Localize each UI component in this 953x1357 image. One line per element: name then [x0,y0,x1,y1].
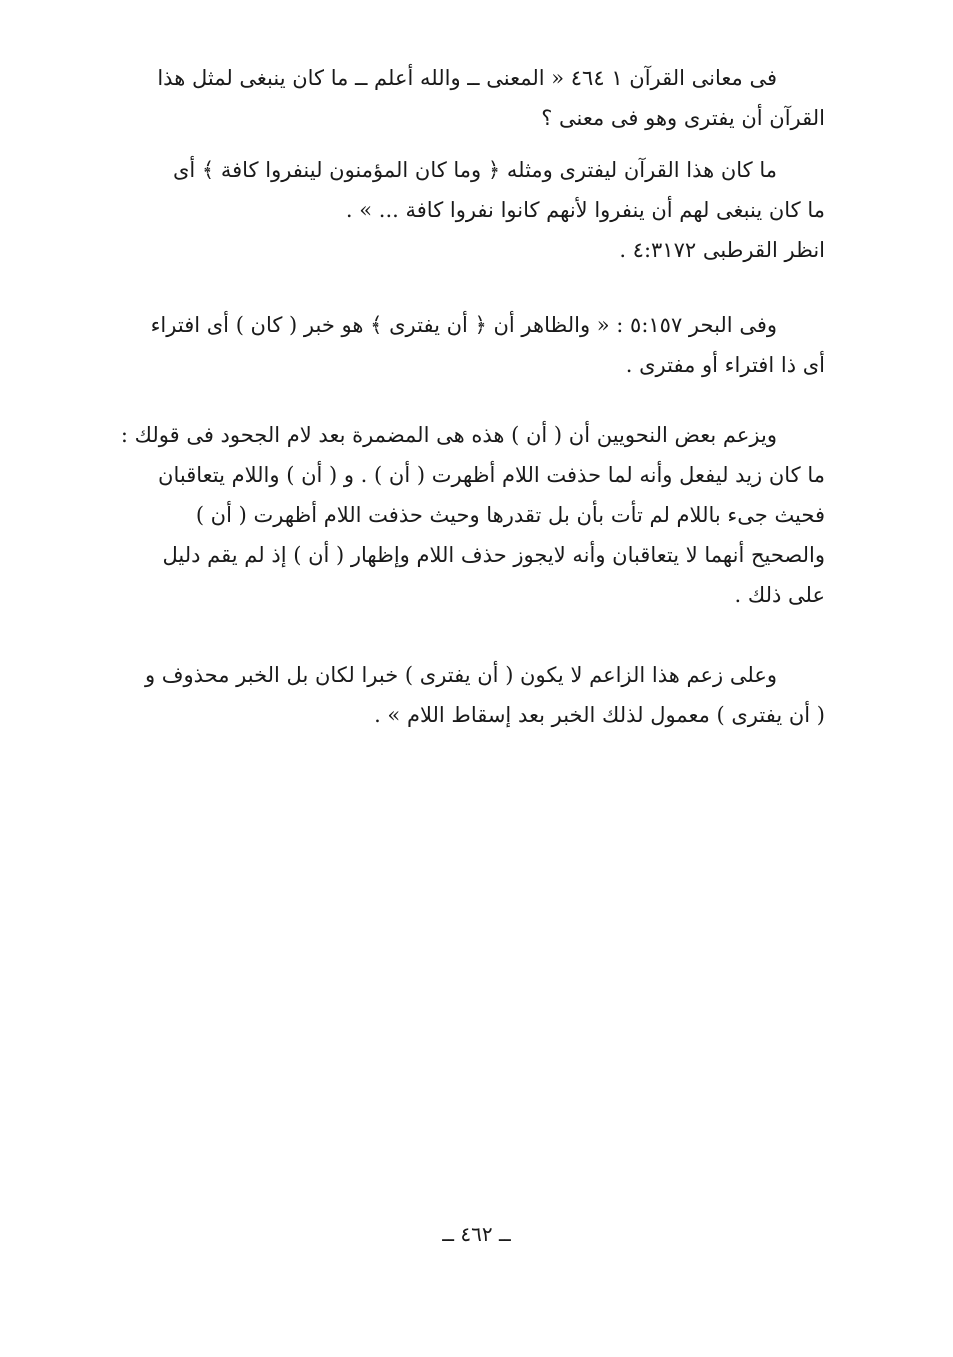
paragraph-maani-quotation [95,58,825,138]
text-line: ما كان ينبغى لهم أن ينفروا لأنهم كانوا نفروا كافة ... » . [345,198,825,222]
paragraph-conclusion [95,655,825,735]
paragraph-bahr-quotation [95,305,825,385]
text-line: فى معانى القرآن ١ ٤٦٤ « المعنى ــ والله أعلم ــ ما كان ينبغى لمثل هذا [157,66,777,90]
text-line: على ذلك . [734,583,825,607]
paragraph-grammarians [95,415,825,615]
text-line: ما كان زيد ليفعل وأنه لما حذفت اللام أظهرت ( أن ) . و ( أن ) واللام يتعاقبان [158,463,825,487]
text-line: أى ذا افتراء أو مفترى . [625,353,825,377]
text-line: ويزعم بعض النحويين أن ( أن ) هذه هى المضمرة بعد لام الجحود فى قولك : [120,423,777,447]
text-line: ما كان هذا القرآن ليفترى ومثله ﴿ وما كان المؤمنون لينفروا كافة ﴾ أى [172,158,777,182]
text-line: والصحيح أنهما لا يتعاقبان وأنه لايجوز حذف اللام وإظهار ( أن ) إذ لم يقم دليل [162,543,825,567]
page-number: ــ ٤٦٢ ــ [442,1222,511,1246]
text-line: فحيث جىء باللام لم تأت بأن بل تقدرها وحيث حذفت اللام أظهرت ( أن ) [195,503,825,527]
text-line: ( أن يفترى ) معمول لذلك الخبر بعد إسقاط اللام » . [374,703,825,727]
text-line-reference: انظر القرطبى ٤:٣١٧٢ . [619,238,825,262]
text-line: وعلى زعم هذا الزاعم لا يكون ( أن يفترى ) خبرا لكان بل الخبر محذوف و [144,663,777,687]
text-line: القرآن أن يفترى وهو فى معنى ؟ [541,106,825,130]
paragraph-example [95,150,825,270]
text-line: وفى البحر ٥:١٥٧ : « والظاهر أن ﴿ أن يفترى ﴾ هو خبر ( كان ) أى افتراء [150,313,777,337]
